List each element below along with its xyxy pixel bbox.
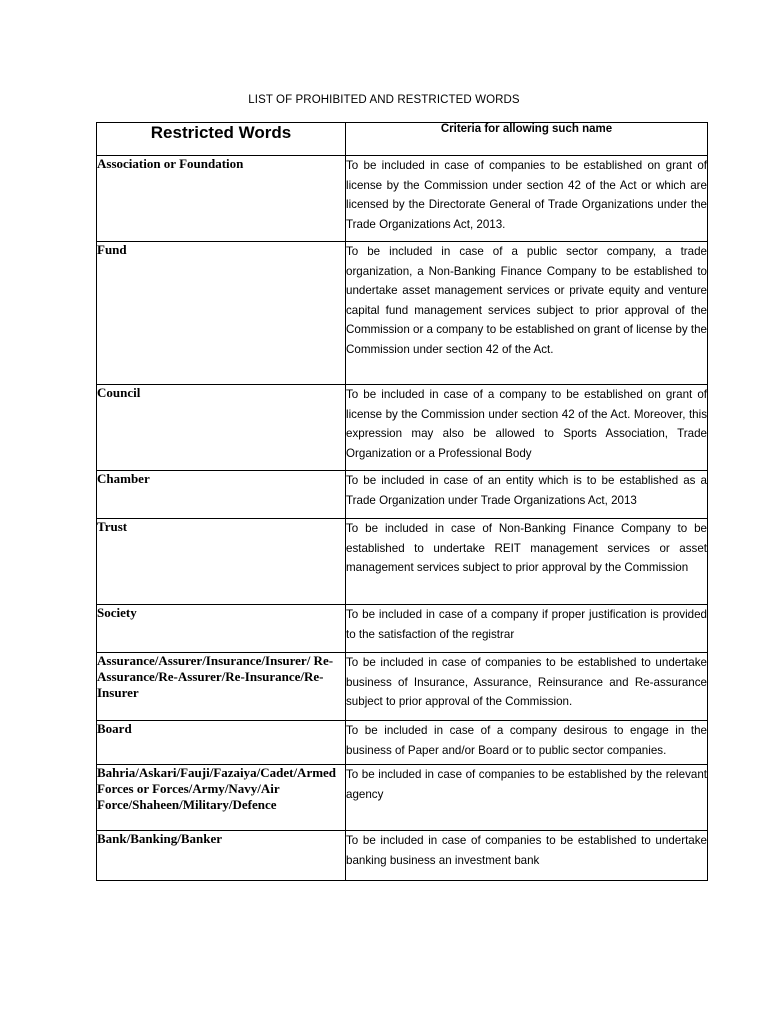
restricted-word-cell: Association or Foundation <box>97 156 346 242</box>
criteria-cell: To be included in case of Non-Banking Finance Company to be established to undertake REIT management services or asset management services subject to prior approval by the Commission <box>346 519 708 605</box>
criteria-cell: To be included in case of a company if proper justification is provided to the satisfaction of the registrar <box>346 605 708 653</box>
table-row <box>97 471 708 519</box>
restricted-word-cell: Assurance/Assurer/Insurance/Insurer/ Re-Assurance/Re-Assurer/Re-Insurance/Re-Insurer <box>97 653 346 721</box>
restricted-word-cell: Society <box>97 605 346 653</box>
restricted-word-cell: Chamber <box>97 471 346 519</box>
criteria-cell: To be included in case of companies to be established on grant of license by the Commission under section 42 of the Act or which are licensed by the Directorate General of Trade Organizations under the Trade Organizations Act, 2013. <box>346 156 708 242</box>
restricted-word-cell: Bahria/Askari/Fauji/Fazaiya/Cadet/Armed Forces or Forces/Army/Navy/Air Force/Shaheen/Military/Defence <box>97 765 346 831</box>
document-title: LIST OF PROHIBITED AND RESTRICTED WORDS <box>248 94 520 106</box>
restricted-word-cell: Bank/Banking/Banker <box>97 831 346 881</box>
restricted-word-cell: Fund <box>97 242 346 385</box>
criteria-cell: To be included in case of companies to be established to undertake banking business an investment bank <box>346 831 708 881</box>
table-header-row <box>97 123 708 156</box>
criteria-cell: To be included in case of a company desirous to engage in the business of Paper and/or Board or to public sector companies. <box>346 721 708 765</box>
criteria-cell: To be included in case of companies to be established to undertake business of Insurance, Assurance, Reinsurance and Re-assurance subject to prior approval of the Commission. <box>346 653 708 721</box>
criteria-cell: To be included in case of an entity which is to be established as a Trade Organization under Trade Organizations Act, 2013 <box>346 471 708 519</box>
table-row <box>97 831 708 881</box>
table-row <box>97 653 708 721</box>
header-criteria: Criteria for allowing such name <box>346 123 708 156</box>
table-row <box>97 385 708 471</box>
table-row <box>97 519 708 605</box>
criteria-cell: To be included in case of a company to be established on grant of license by the Commission under section 42 of the Act. Moreover, this expression may also be allowed to Sports Association, Trade Organization or a Professional Body <box>346 385 708 471</box>
criteria-cell: To be included in case of a public sector company, a trade organization, a Non-Banking Finance Company to be established to undertake asset management services or private equity and venture capital fund management services subject to prior approval of the Commission or a company to be established on grant of license by the Commission under section 42 of the Act. <box>346 242 708 385</box>
restricted-word-cell: Board <box>97 721 346 765</box>
table-row <box>97 242 708 385</box>
restricted-word-cell: Trust <box>97 519 346 605</box>
table-row <box>97 765 708 831</box>
criteria-cell: To be included in case of companies to be established by the relevant agency <box>346 765 708 831</box>
header-restricted-words: Restricted Words <box>97 123 346 156</box>
table-row <box>97 156 708 242</box>
table-row <box>97 721 708 765</box>
restricted-words-table <box>96 122 708 881</box>
table-row <box>97 605 708 653</box>
restricted-word-cell: Council <box>97 385 346 471</box>
